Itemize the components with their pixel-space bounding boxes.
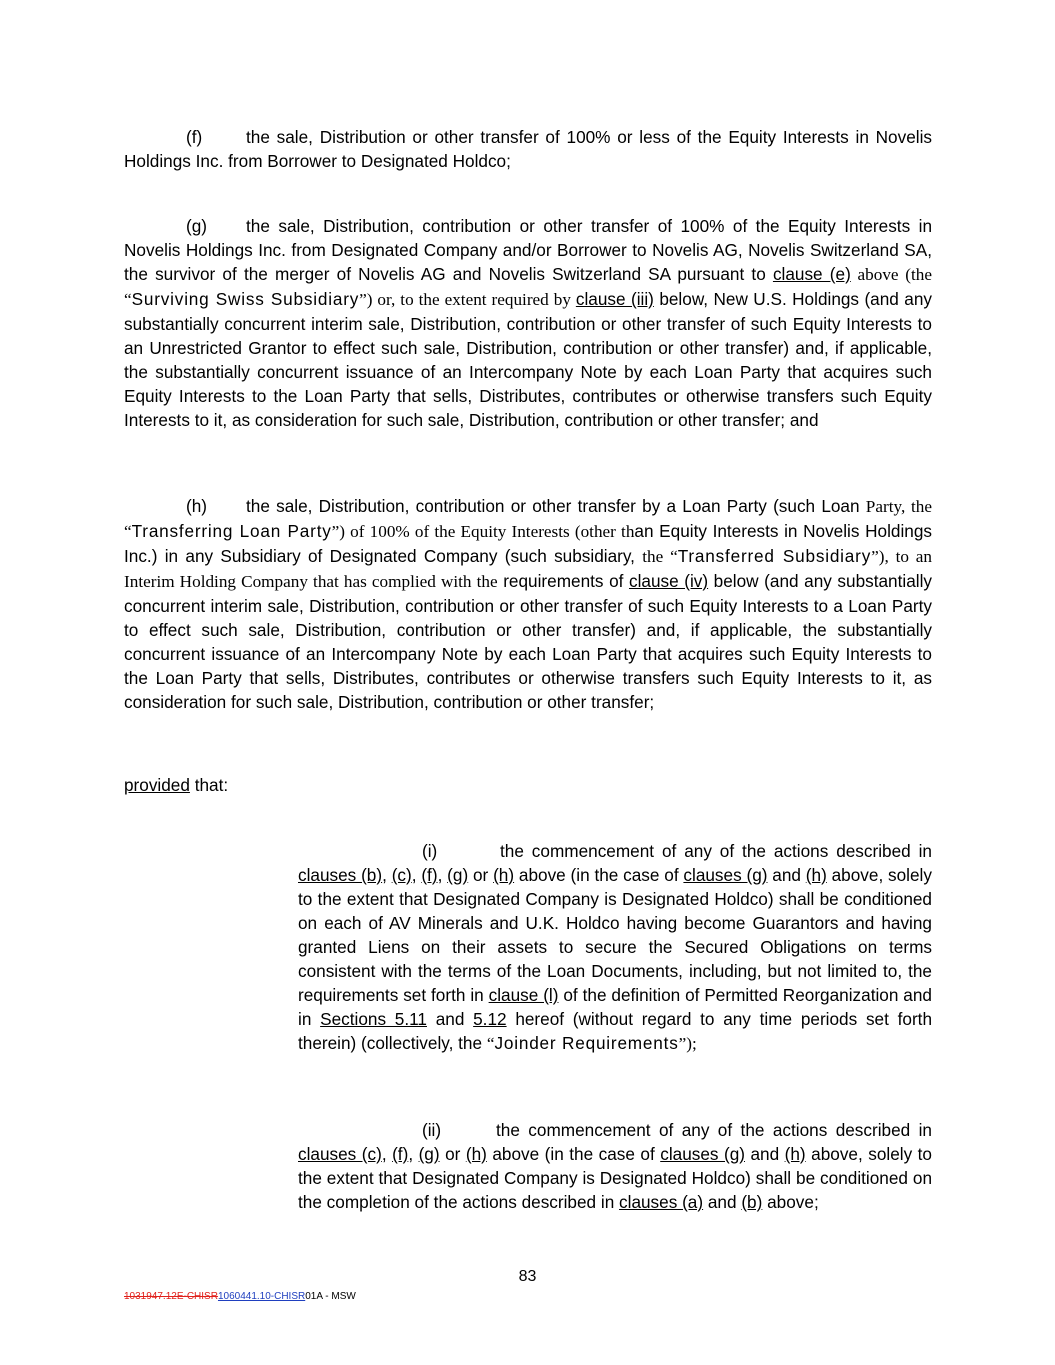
clause-reference[interactable]: clauses (c) bbox=[298, 1144, 382, 1164]
clause-ii bbox=[298, 1118, 932, 1214]
clause-reference[interactable]: clauses (g) bbox=[683, 865, 768, 885]
paragraph-f-label: (f) bbox=[186, 127, 203, 147]
clause-reference[interactable]: (h) bbox=[493, 865, 515, 885]
paragraph-h-text: Party, the “ bbox=[124, 497, 932, 541]
clause-i-label: (i) bbox=[422, 841, 438, 861]
clause-i-text: above (in the case of bbox=[514, 865, 684, 885]
provided-rest: that: bbox=[189, 775, 229, 795]
paragraph-h-text: below (and any substantially concurrent interim sale, Distribution, contribution or other transfer of such Equity Interests to a Loan Party to effect such sale, Distribution, contribution or other transfer) and, if applicable, the substantially concurrent issuance of an Intercompany Note by each Loan Party that acquires such Equity Interests to the Loan Party that sells, Distributes, contributes or otherwise transfers such Equity Interests to it, as consideration for such sale, Distribution, contribution or other transfer; bbox=[124, 571, 932, 712]
paragraph-f bbox=[124, 125, 932, 173]
clause-reference[interactable]: (h) bbox=[465, 1144, 487, 1164]
footer-inserted-id: 1060441.10-CHISR bbox=[217, 1291, 306, 1302]
clause-reference[interactable]: clauses (g) bbox=[660, 1144, 745, 1164]
paragraph-h-text: ”), to an Interim Holding Company that has complied with the bbox=[124, 547, 932, 591]
clause-ii-text: , bbox=[408, 1144, 419, 1164]
defined-term-surviving-swiss-subsidiary: Surviving Swiss Subsidiary bbox=[131, 289, 360, 309]
clause-reference[interactable]: (f) bbox=[421, 865, 438, 885]
defined-term-transferred-subsidiary: Transferred Subsidiary bbox=[677, 546, 872, 566]
paragraph-h-text: an Equity Interests in Novelis Holdings Inc.) in any Subsidiary of Designated Company (such subsidiary, bbox=[124, 521, 932, 566]
paragraph-h-label: (h) bbox=[186, 496, 208, 516]
clause-ii-label: (ii) bbox=[422, 1120, 442, 1140]
provided-that-line bbox=[124, 773, 932, 797]
clause-i-text: “ bbox=[486, 1034, 495, 1053]
clause-i-text: , bbox=[437, 865, 448, 885]
provided-word: provided bbox=[124, 775, 190, 795]
clause-i bbox=[298, 839, 932, 1056]
paragraph-h bbox=[124, 494, 932, 714]
clause-ii-text: above; bbox=[762, 1192, 819, 1212]
clause-ii-text: and bbox=[744, 1144, 785, 1164]
clause-reference[interactable]: (h) bbox=[805, 865, 827, 885]
paragraph-g-text: the sale, Distribution, contribution or other transfer of 100% of the Equity Interests in Novelis Holdings Inc. from Designated Company and/or Borrower to Novelis AG, Novelis Switzerland SA, the survivor of the merger of Novelis AG and Novelis Switzerland SA pursuant to bbox=[124, 216, 932, 284]
clause-reference[interactable]: (f) bbox=[392, 1144, 409, 1164]
paragraph-g bbox=[124, 214, 932, 432]
paragraph-g-label: (g) bbox=[186, 216, 208, 236]
clause-i-text: and bbox=[767, 865, 806, 885]
clause-i-text: above, solely to the extent that Designated Company is Designated Holdco) shall be conditioned on each of AV Minerals and U.K. Holdco having become Guarantors and having granted Liens on their assets to secure the Secured Obligations on terms consistent with the terms of the Loan Documents, including, but not limited to, the requirements set forth in bbox=[298, 865, 932, 1005]
clause-reference[interactable]: clauses (a) bbox=[619, 1192, 704, 1212]
clause-iv-reference[interactable]: clause (iv) bbox=[628, 571, 709, 591]
clause-reference[interactable]: (c) bbox=[391, 865, 412, 885]
paragraph-h-text: requirements of bbox=[497, 571, 629, 591]
clause-ii-text: or bbox=[439, 1144, 466, 1164]
clause-ii-text: the commencement of any of the actions described in bbox=[496, 1120, 932, 1140]
section-reference[interactable]: Sections 5.11 bbox=[320, 1009, 427, 1029]
clause-i-text: and bbox=[426, 1009, 474, 1029]
defined-term-transferring-loan-party: Transferring Loan Party bbox=[131, 521, 332, 541]
paragraph-h-text: the sale, Distribution, contribution or other transfer by a Loan Party (such Loan bbox=[246, 496, 866, 516]
footer-suffix: 01A - MSW bbox=[305, 1291, 356, 1302]
clause-i-text: , bbox=[411, 865, 422, 885]
paragraph-g-text: ”) or, to the extent required by bbox=[359, 290, 576, 309]
clause-reference[interactable]: (b) bbox=[741, 1192, 763, 1212]
defined-term-joinder-requirements: Joinder Requirements bbox=[494, 1033, 679, 1053]
clause-i-text: of the definition of Permitted Reorganization and in bbox=[298, 985, 932, 1029]
section-reference[interactable]: 5.12 bbox=[473, 1009, 507, 1029]
page-number: 83 bbox=[518, 1268, 537, 1285]
clause-e-reference[interactable]: clause (e) bbox=[772, 264, 851, 284]
clause-i-text: or bbox=[468, 865, 494, 885]
clause-ii-text: above (in the case of bbox=[486, 1144, 661, 1164]
clause-reference[interactable]: clauses (b) bbox=[298, 865, 383, 885]
paragraph-h-text: ”) of 100% of the Equity Interests (other th bbox=[331, 522, 635, 541]
paragraph-g-text: below, New U.S. Holdings (and any substantially concurrent interim sale, Distribution, contribution or other transfer of such Equity Interests to an Unrestricted Grantor to effect such sale, Distribution, contribution or other transfer) and, if applicable, the substantially concurrent issuance of an Intercompany Note by each Loan Party that acquires such Equity Interests to the Loan Party that sells, Distributes, contributes or otherwise transfers such Equity Interests to it, as consideration for such sale, Distribution, contribution or other transfer; and bbox=[124, 289, 932, 430]
clause-i-text: , bbox=[382, 865, 392, 885]
footer-deleted-id: 1031947.12E-CHISR bbox=[124, 1291, 218, 1302]
clause-ii-text: , bbox=[381, 1144, 393, 1164]
clause-ii-text: above, solely to the extent that Designated Company is Designated Holdco) shall be conditioned on the completion of the actions described in bbox=[298, 1144, 932, 1212]
clause-i-text: hereof (without regard to any time periods set forth therein) (collectively, the bbox=[298, 1009, 933, 1053]
paragraph-h-text: the “ bbox=[642, 547, 678, 566]
clause-iii-reference[interactable]: clause (iii) bbox=[575, 289, 654, 309]
paragraph-g-text: above (the “ bbox=[124, 265, 932, 309]
clause-reference[interactable]: (g) bbox=[447, 865, 469, 885]
clause-i-text: ”); bbox=[678, 1034, 697, 1053]
clause-i-text: the commencement of any of the actions described in bbox=[500, 841, 932, 861]
document-footer bbox=[124, 1291, 356, 1302]
paragraph-f-text: the sale, Distribution or other transfer of 100% or less of the Equity Interests in Novelis Holdings Inc. from Borrower to Designated Holdco; bbox=[124, 127, 932, 171]
clause-ii-text: and bbox=[703, 1192, 742, 1212]
clause-reference[interactable]: clause (l) bbox=[488, 985, 559, 1005]
clause-reference[interactable]: (g) bbox=[418, 1144, 440, 1164]
clause-reference[interactable]: (h) bbox=[784, 1144, 806, 1164]
